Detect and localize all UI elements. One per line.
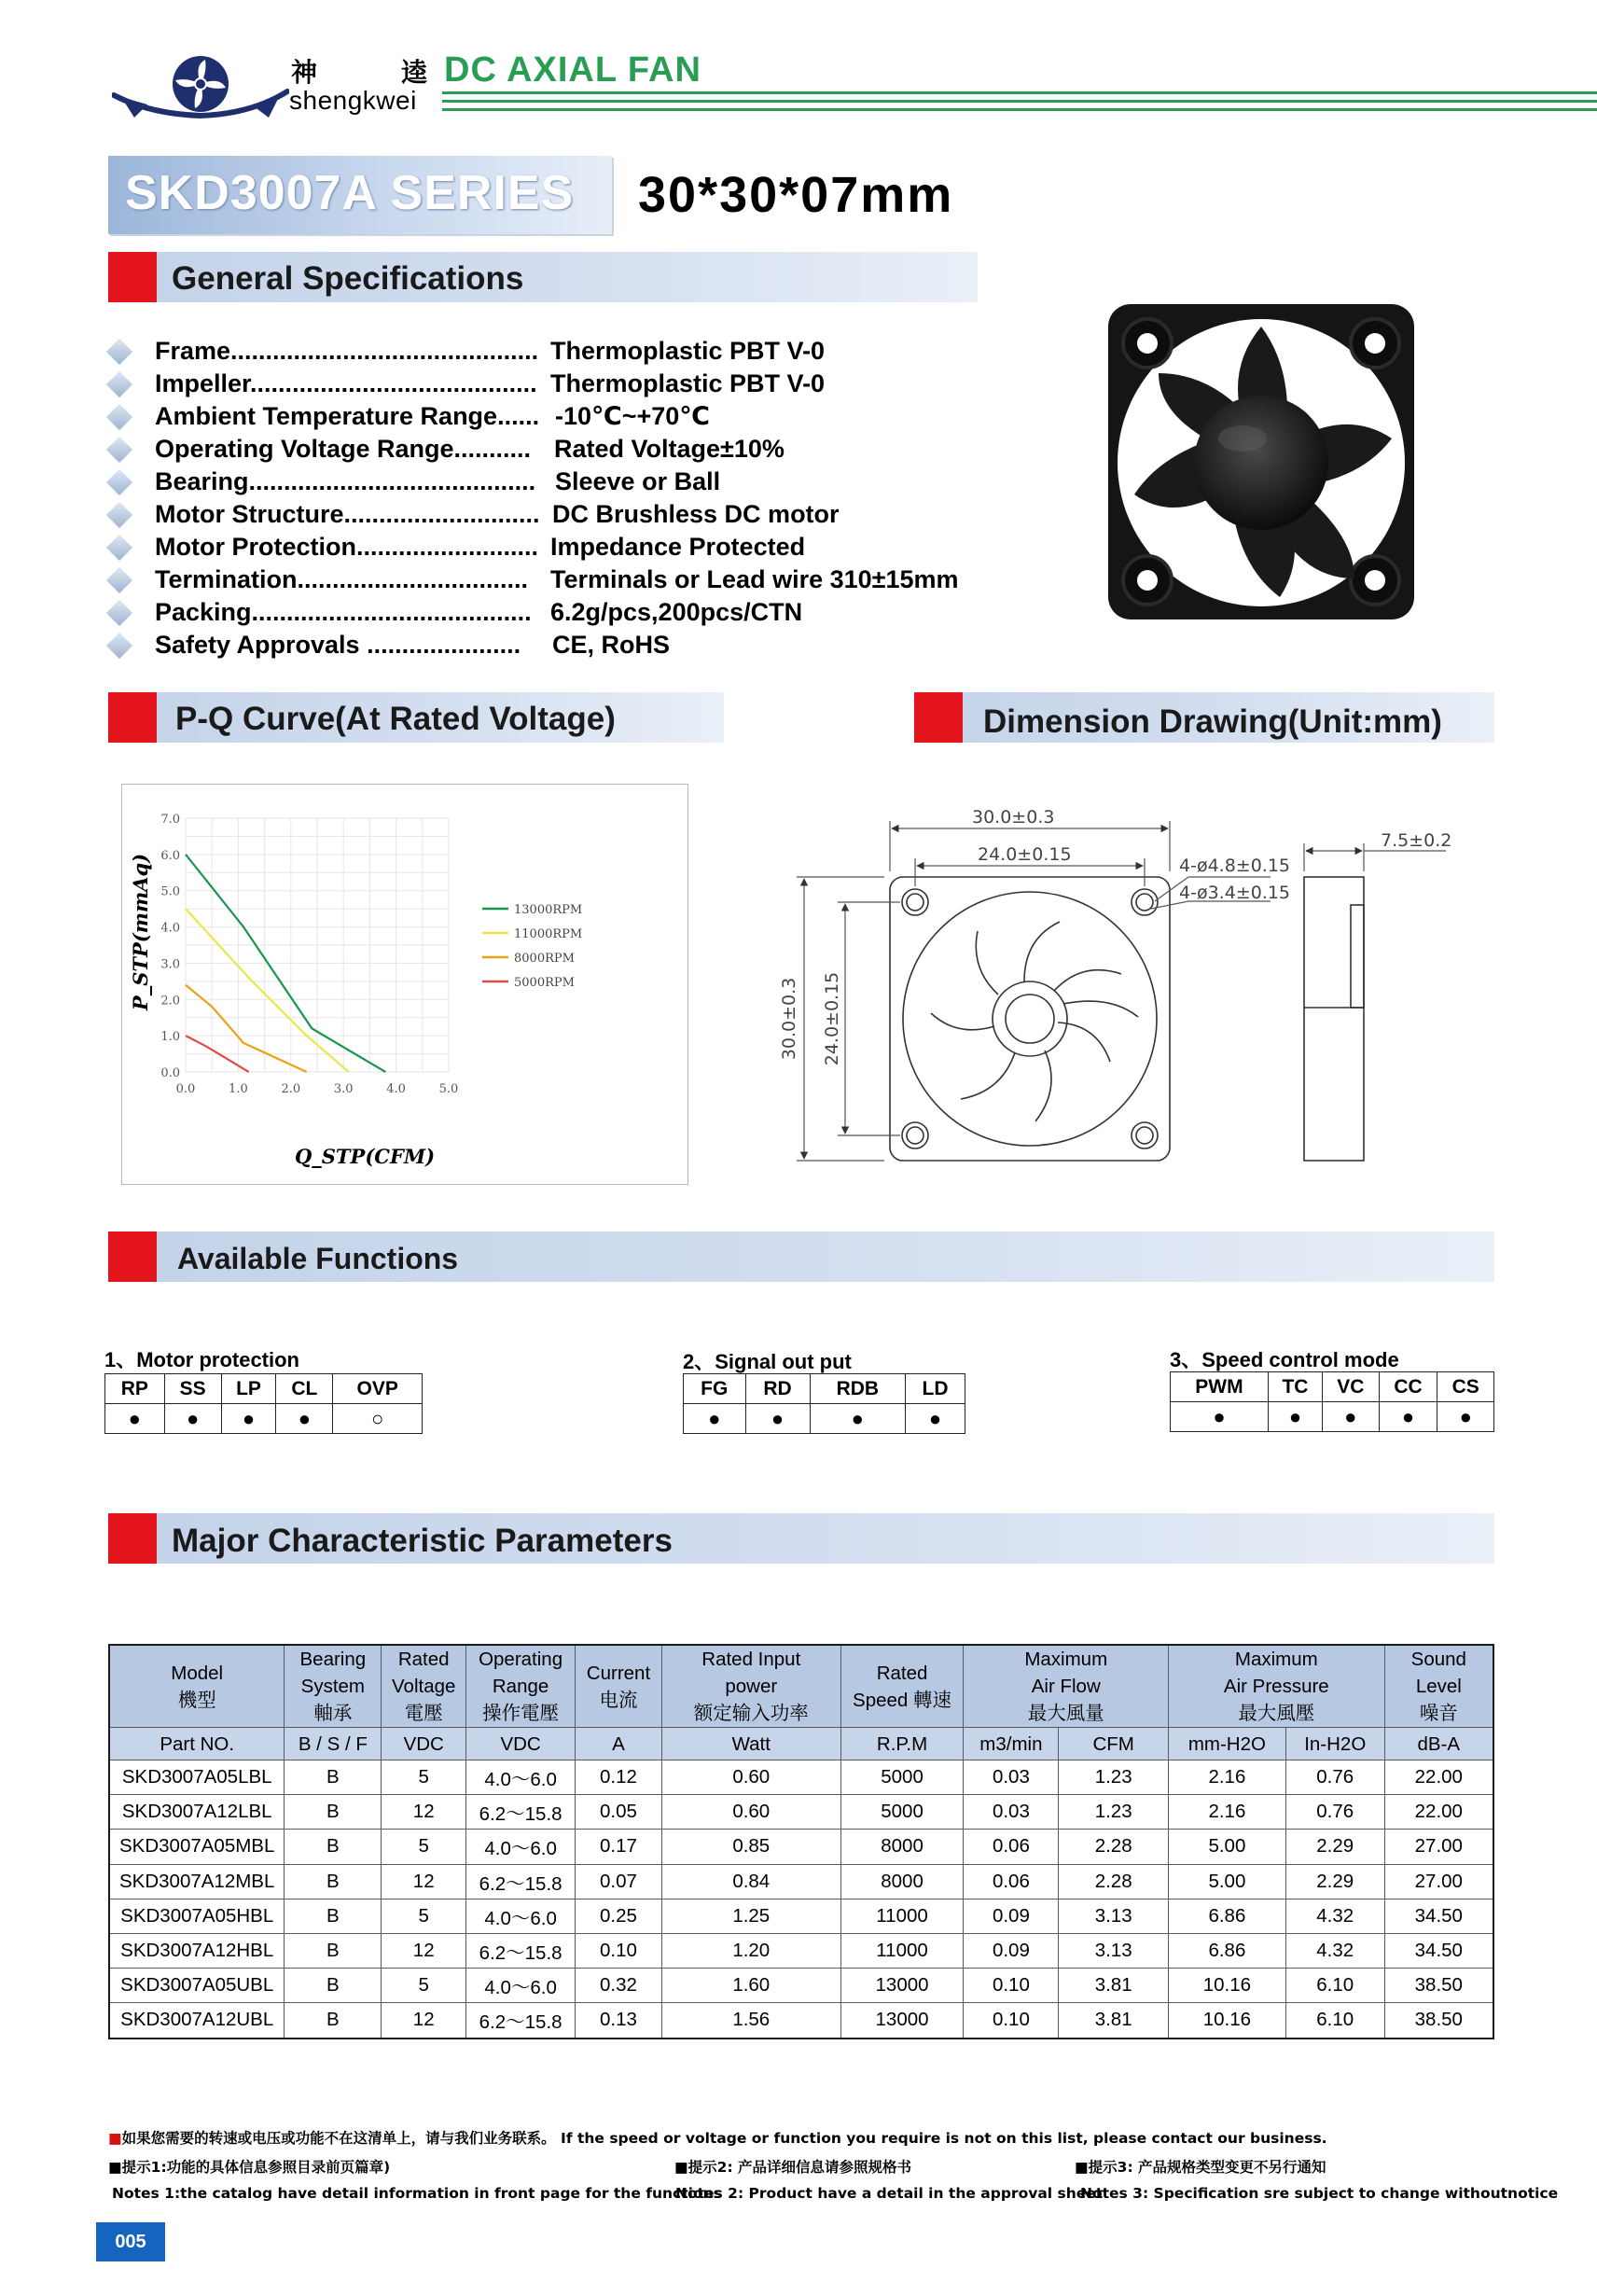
- section-marker: [108, 1231, 157, 1282]
- table-cell: 0.17: [576, 1830, 662, 1864]
- table-cell: 10.16: [1169, 2003, 1286, 2039]
- function-code: FG: [684, 1374, 746, 1404]
- spec-value: Thermoplastic PBT V-0: [550, 369, 826, 397]
- function-group-title-signal-output: 2、Signal out put: [683, 1350, 852, 1373]
- table-cell: 8000: [840, 1864, 964, 1899]
- table-row: [109, 1969, 1493, 2003]
- brand-chinese: [291, 52, 430, 90]
- table-cell: 1.23: [1059, 1760, 1169, 1795]
- spec-key: Operating Voltage Range...........: [155, 435, 532, 463]
- table-cell: B: [285, 1864, 382, 1899]
- spec-value: -10℃~+70℃: [555, 402, 710, 430]
- spec-value: Terminals or Lead wire 310±15mm: [550, 565, 959, 593]
- table-cell: 0.06: [964, 1830, 1059, 1864]
- pq-x-axis-label: Q_STP(CFM): [294, 1145, 436, 1168]
- note-tip-1: [108, 2156, 390, 2177]
- header-line-1: [442, 91, 1597, 94]
- note-tip-2: [674, 2156, 911, 2177]
- spec-key: Impeller.........................................: [155, 369, 537, 397]
- function-code: RD: [745, 1374, 810, 1404]
- spec-row-operating-voltage: [110, 435, 1024, 466]
- table-cell: 22.00: [1384, 1760, 1493, 1795]
- unit-cell: dB-A: [1384, 1728, 1493, 1760]
- spec-row-ambient-temperature: [110, 402, 1024, 434]
- table-cell: 4.0～6.0: [466, 1969, 576, 2003]
- availability-mark: ●: [221, 1404, 276, 1434]
- section-dimension-drawing: [914, 692, 1494, 743]
- header-pressure: Maximum Air Pressure 最大風壓: [1169, 1645, 1385, 1728]
- y-tick-label: 5.0: [160, 884, 180, 899]
- table-cell: 5: [382, 1969, 466, 2003]
- table-cell: 2.28: [1059, 1830, 1169, 1864]
- section-marker: [108, 252, 157, 302]
- table-cell: 0.60: [661, 1795, 840, 1830]
- header-bearing: Bearing System 軸承: [285, 1645, 382, 1728]
- section-marker: [108, 692, 157, 743]
- table-cell: 0.03: [964, 1795, 1059, 1830]
- function-code: CS: [1437, 1372, 1494, 1402]
- table-cell: 34.50: [1384, 1933, 1493, 1968]
- table-cell: 34.50: [1384, 1899, 1493, 1933]
- table-units-row: [109, 1728, 1493, 1760]
- y-tick-label: 7.0: [160, 813, 180, 827]
- table-cell: B: [285, 1899, 382, 1933]
- note-bullet-icon: ■: [1075, 2159, 1089, 2176]
- table-cell: 12: [382, 1933, 466, 1968]
- part-number-cell: SKD3007A12UBL: [109, 2003, 285, 2039]
- spec-key: Termination.................................: [155, 565, 529, 593]
- dim-outer-width: 30.0±0.3: [972, 807, 1055, 828]
- note-text: 如果您需要的转速或电压或功能不在这清单上，请与我们业务联系。 If the speed or voltage or function you require is not on this list, please contact our business.: [121, 2130, 1327, 2147]
- table-cell: 0.25: [576, 1899, 662, 1933]
- availability-mark: ●: [745, 1404, 810, 1434]
- part-number-cell: SKD3007A05UBL: [109, 1969, 285, 2003]
- table-cell: 0.09: [964, 1899, 1059, 1933]
- part-number-cell: SKD3007A05HBL: [109, 1899, 285, 1933]
- y-tick-label: 2.0: [160, 994, 180, 1009]
- table-cell: 6.10: [1285, 2003, 1384, 2039]
- dimension-drawing: [774, 774, 1483, 1194]
- unit-cell: In-H2O: [1285, 1728, 1384, 1760]
- table-row: [109, 1830, 1493, 1864]
- table-cell: 0.09: [964, 1933, 1059, 1968]
- dim-hole-pitch-vertical: 24.0±0.15: [822, 971, 842, 1066]
- series-line-8000rpm: [186, 985, 307, 1072]
- parameters-table: [108, 1644, 1494, 2039]
- header-sound: Sound Level 噪音: [1384, 1645, 1493, 1728]
- spec-row-motor-structure: [110, 500, 1024, 532]
- table-row: [109, 1899, 1493, 1933]
- unit-cell: m3/min: [964, 1728, 1059, 1760]
- availability-mark: ●: [1437, 1402, 1494, 1432]
- unit-cell: A: [576, 1728, 662, 1760]
- function-code: OVP: [333, 1374, 423, 1404]
- availability-mark: ○: [333, 1404, 423, 1434]
- unit-cell: CFM: [1059, 1728, 1169, 1760]
- spec-key: Ambient Temperature Range......: [155, 402, 540, 430]
- table-cell: 4.32: [1285, 1933, 1384, 1968]
- table-cell: 4.0～6.0: [466, 1830, 576, 1864]
- legend-label: 13000RPM: [514, 903, 583, 917]
- availability-mark: ●: [810, 1404, 905, 1434]
- table-cell: 3.81: [1059, 1969, 1169, 2003]
- table-cell: 5: [382, 1899, 466, 1933]
- unit-cell: VDC: [466, 1728, 576, 1760]
- table-cell: 5.00: [1169, 1864, 1286, 1899]
- y-tick-label: 6.0: [160, 848, 180, 863]
- function-group-title-speed-control: 3、Speed control mode: [1170, 1348, 1399, 1371]
- diamond-bullet-icon: [106, 567, 132, 593]
- table-cell: 0.03: [964, 1760, 1059, 1795]
- dim-hole-inner: 4-ø3.4±0.15: [1179, 883, 1291, 903]
- spec-value: Thermoplastic PBT V-0: [550, 337, 826, 365]
- table-cell: 5: [382, 1760, 466, 1795]
- pq-grid: [186, 818, 449, 1072]
- unit-cell: mm-H2O: [1169, 1728, 1286, 1760]
- function-code: SS: [164, 1374, 221, 1404]
- function-group-title-motor-protection: 1、Motor protection: [104, 1348, 299, 1371]
- section-marker: [108, 1513, 157, 1564]
- note-bullet-icon: ■: [108, 2159, 122, 2176]
- x-tick-label: 2.0: [281, 1082, 301, 1096]
- unit-cell: R.P.M: [840, 1728, 964, 1760]
- note-tip-3: [1075, 2156, 1326, 2177]
- availability-mark: ●: [684, 1404, 746, 1434]
- table-cell: 6.86: [1169, 1933, 1286, 1968]
- spec-key: Bearing.........................................: [155, 467, 536, 495]
- availability-mark: ●: [906, 1404, 965, 1434]
- unit-cell: Part NO.: [109, 1728, 285, 1760]
- header-line-2: [442, 100, 1597, 103]
- note-bullet-icon: ■: [674, 2159, 688, 2176]
- table-cell: 1.56: [661, 2003, 840, 2039]
- table-cell: 3.13: [1059, 1899, 1169, 1933]
- part-number-cell: SKD3007A05MBL: [109, 1830, 285, 1864]
- table-cell: 11000: [840, 1899, 964, 1933]
- function-code: RP: [105, 1374, 165, 1404]
- pq-chart-svg: [122, 785, 687, 1184]
- table-cell: 4.0～6.0: [466, 1899, 576, 1933]
- table-cell: 0.85: [661, 1830, 840, 1864]
- spec-key: Frame............................................: [155, 337, 539, 365]
- table-cell: 2.29: [1285, 1830, 1384, 1864]
- note-en-1: Notes 1:the catalog have detail information in front page for the functions: [112, 2185, 722, 2202]
- dim-outer-height: 30.0±0.3: [779, 977, 799, 1061]
- function-code: TC: [1268, 1372, 1322, 1402]
- table-cell: B: [285, 1795, 382, 1830]
- table-row: [109, 1933, 1493, 1968]
- header-power: Rated Input power 额定输入功率: [661, 1645, 840, 1728]
- table-cell: 1.60: [661, 1969, 840, 2003]
- table-cell: B: [285, 1760, 382, 1795]
- table-cell: 0.10: [964, 1969, 1059, 2003]
- spec-value: 6.2g/pcs,200pcs/CTN: [550, 598, 803, 626]
- table-row: [109, 2003, 1493, 2039]
- header-model: Model 機型: [109, 1645, 285, 1728]
- header-airflow: Maximum Air Flow 最大風量: [964, 1645, 1169, 1728]
- section-title: Major Characteristic Parameters: [172, 1523, 673, 1559]
- header-line-3: [442, 108, 1597, 111]
- x-tick-label: 5.0: [438, 1082, 459, 1096]
- spec-key: Motor Structure............................: [155, 500, 540, 528]
- section-general-specifications: [108, 252, 978, 302]
- function-code: PWM: [1171, 1372, 1269, 1402]
- table-row: [109, 1795, 1493, 1830]
- header-title: DC AXIAL FAN: [444, 50, 701, 90]
- brand-cn-char-1: 神: [291, 57, 320, 88]
- y-tick-label: 1.0: [160, 1030, 180, 1045]
- table-cell: 38.50: [1384, 1969, 1493, 2003]
- spec-value: Rated Voltage±10%: [554, 435, 785, 463]
- table-cell: 12: [382, 1864, 466, 1899]
- shengkwei-logo-icon: [112, 49, 289, 123]
- note-en-2: Notes 2: Product have a detail in the approval sheet: [675, 2185, 1104, 2202]
- dim-hole-pitch: 24.0±0.15: [978, 844, 1072, 865]
- note-text: 提示2: 产品详细信息请参照规格书: [687, 2159, 912, 2176]
- pq-y-axis-label: P_STP(mmAq): [129, 853, 152, 1011]
- table-cell: 1.23: [1059, 1795, 1169, 1830]
- availability-mark: ●: [1268, 1402, 1322, 1432]
- header-operating-range: Operating Range 操作電壓: [466, 1645, 576, 1728]
- part-number-cell: SKD3007A05LBL: [109, 1760, 285, 1795]
- legend-label: 5000RPM: [514, 976, 575, 990]
- table-cell: 0.76: [1285, 1760, 1384, 1795]
- table-cell: 0.10: [576, 1933, 662, 1968]
- diamond-bullet-icon: [106, 339, 132, 365]
- table-cell: 3.13: [1059, 1933, 1169, 1968]
- function-table-signal-output: [683, 1373, 965, 1434]
- table-cell: B: [285, 1933, 382, 1968]
- table-cell: 2.16: [1169, 1795, 1286, 1830]
- unit-cell: B / S / F: [285, 1728, 382, 1760]
- table-cell: 2.29: [1285, 1864, 1384, 1899]
- part-number-cell: SKD3007A12LBL: [109, 1795, 285, 1830]
- spec-key: Safety Approvals ......................: [155, 631, 521, 659]
- section-title: Available Functions: [177, 1242, 459, 1275]
- brand-english: shengkwei: [289, 86, 417, 115]
- table-cell: 0.05: [576, 1795, 662, 1830]
- table-header-row: [109, 1645, 1493, 1728]
- legend-label: 11000RPM: [514, 927, 583, 941]
- table-cell: 0.13: [576, 2003, 662, 2039]
- table-cell: 6.86: [1169, 1899, 1286, 1933]
- dim-hole-outer: 4-ø4.8±0.15: [1179, 856, 1291, 876]
- section-marker: [914, 692, 963, 743]
- section-available-functions: [108, 1231, 1494, 1282]
- table-cell: 6.2～15.8: [466, 1933, 576, 1968]
- pq-curve-chart: [121, 784, 688, 1185]
- table-cell: 5.00: [1169, 1830, 1286, 1864]
- table-cell: 3.81: [1059, 2003, 1169, 2039]
- table-cell: 4.0～6.0: [466, 1760, 576, 1795]
- section-pq-curve: [108, 692, 724, 743]
- table-cell: 11000: [840, 1933, 964, 1968]
- table-cell: 0.84: [661, 1864, 840, 1899]
- table-cell: 4.32: [1285, 1899, 1384, 1933]
- table-cell: 0.10: [964, 2003, 1059, 2039]
- diamond-bullet-icon: [106, 404, 132, 430]
- table-cell: 6.10: [1285, 1969, 1384, 2003]
- diamond-bullet-icon: [106, 437, 132, 463]
- table-cell: 6.2～15.8: [466, 1864, 576, 1899]
- table-cell: 10.16: [1169, 1969, 1286, 2003]
- series-name: SKD3007A SERIES: [125, 166, 575, 220]
- diamond-bullet-icon: [106, 502, 132, 528]
- diamond-bullet-icon: [106, 371, 132, 397]
- section-title: P-Q Curve(At Rated Voltage): [175, 701, 616, 737]
- series-banner: [108, 156, 612, 234]
- page-number: 005: [96, 2222, 165, 2261]
- x-tick-label: 0.0: [175, 1082, 196, 1096]
- table-cell: 13000: [840, 1969, 964, 2003]
- y-tick-label: 3.0: [160, 957, 180, 972]
- spec-row-impeller: [110, 369, 1024, 401]
- x-tick-label: 4.0: [386, 1082, 406, 1096]
- function-code: CL: [276, 1374, 333, 1404]
- availability-mark: ●: [1379, 1402, 1437, 1432]
- spec-value: CE, RoHS: [552, 631, 671, 659]
- spec-row-termination: [110, 565, 1024, 597]
- header-voltage: Rated Voltage 電壓: [382, 1645, 466, 1728]
- table-cell: 8000: [840, 1830, 964, 1864]
- function-code: RDB: [810, 1374, 905, 1404]
- availability-mark: ●: [1323, 1402, 1380, 1432]
- table-cell: 5000: [840, 1760, 964, 1795]
- section-title: General Specifications: [172, 260, 524, 297]
- series-size: 30*30*07mm: [638, 167, 954, 223]
- function-code: CC: [1379, 1372, 1437, 1402]
- brand-cn-char-2: 逵: [401, 57, 430, 88]
- diamond-bullet-icon: [106, 600, 132, 626]
- section-major-parameters: [108, 1513, 1494, 1564]
- section-title: Dimension Drawing(Unit:mm): [983, 703, 1442, 740]
- table-cell: 6.2～15.8: [466, 2003, 576, 2039]
- table-cell: 27.00: [1384, 1830, 1493, 1864]
- table-row: [109, 1760, 1493, 1795]
- header-current: Current 电流: [576, 1645, 662, 1728]
- dim-thickness: 7.5±0.2: [1381, 830, 1452, 851]
- spec-row-safety-approvals: [110, 631, 1024, 662]
- table-cell: 0.60: [661, 1760, 840, 1795]
- table-cell: 5: [382, 1830, 466, 1864]
- unit-cell: Watt: [661, 1728, 840, 1760]
- table-cell: 0.07: [576, 1864, 662, 1899]
- y-tick-label: 0.0: [160, 1066, 180, 1080]
- function-code: VC: [1323, 1372, 1380, 1402]
- table-cell: 2.16: [1169, 1760, 1286, 1795]
- table-cell: 1.20: [661, 1933, 840, 1968]
- parameters-table-body: [109, 1760, 1493, 2039]
- table-cell: 38.50: [1384, 2003, 1493, 2039]
- y-tick-label: 4.0: [160, 921, 180, 936]
- table-cell: 5000: [840, 1795, 964, 1830]
- table-cell: 0.76: [1285, 1795, 1384, 1830]
- note-bullet-icon: ■: [108, 2130, 122, 2147]
- x-tick-label: 1.0: [229, 1082, 248, 1096]
- table-cell: 12: [382, 2003, 466, 2039]
- diamond-bullet-icon: [106, 469, 132, 495]
- function-code: LP: [221, 1374, 276, 1404]
- pq-legend: [482, 903, 582, 990]
- spec-value: DC Brushless DC motor: [552, 500, 840, 528]
- spec-key: Motor Protection..........................: [155, 533, 539, 561]
- spec-value: Impedance Protected: [550, 533, 806, 561]
- table-cell: 1.25: [661, 1899, 840, 1933]
- spec-value: Sleeve or Ball: [555, 467, 721, 495]
- table-cell: 13000: [840, 2003, 964, 2039]
- note-text: 提示1:功能的具体信息参照目录前页篇章): [121, 2159, 391, 2176]
- diamond-bullet-icon: [106, 633, 132, 659]
- table-cell: 6.2～15.8: [466, 1795, 576, 1830]
- availability-mark: ●: [1171, 1402, 1269, 1432]
- table-cell: 12: [382, 1795, 466, 1830]
- spec-row-frame: [110, 337, 1024, 369]
- availability-mark: ●: [105, 1404, 165, 1434]
- spec-row-packing: [110, 598, 1024, 630]
- note-text: 提示3: 产品规格类型变更不另行通知: [1088, 2159, 1326, 2176]
- spec-key: Packing........................................: [155, 598, 532, 626]
- diamond-bullet-icon: [106, 535, 132, 561]
- table-row: [109, 1864, 1493, 1899]
- table-cell: B: [285, 2003, 382, 2039]
- availability-mark: ●: [276, 1404, 333, 1434]
- fan-product-photo: [1103, 299, 1420, 625]
- note-en-3: Notes 3: Specification sre subject to change withoutnotice: [1080, 2185, 1559, 2202]
- x-tick-label: 3.0: [333, 1082, 354, 1096]
- part-number-cell: SKD3007A12HBL: [109, 1933, 285, 1968]
- table-cell: 0.32: [576, 1969, 662, 2003]
- part-number-cell: SKD3007A12MBL: [109, 1864, 285, 1899]
- table-cell: 0.06: [964, 1864, 1059, 1899]
- availability-mark: ●: [164, 1404, 221, 1434]
- header-speed: Rated Speed 轉速: [840, 1645, 964, 1728]
- unit-cell: VDC: [382, 1728, 466, 1760]
- function-table-motor-protection: [104, 1373, 423, 1434]
- table-cell: 27.00: [1384, 1864, 1493, 1899]
- function-code: LD: [906, 1374, 965, 1404]
- spec-row-motor-protection: [110, 533, 1024, 564]
- spec-row-bearing: [110, 467, 1024, 499]
- table-cell: B: [285, 1830, 382, 1864]
- legend-label: 8000RPM: [514, 952, 575, 966]
- table-cell: B: [285, 1969, 382, 2003]
- table-cell: 0.12: [576, 1760, 662, 1795]
- table-cell: 2.28: [1059, 1864, 1169, 1899]
- note-contact: [108, 2127, 1327, 2148]
- function-table-speed-control: [1170, 1371, 1494, 1432]
- table-cell: 22.00: [1384, 1795, 1493, 1830]
